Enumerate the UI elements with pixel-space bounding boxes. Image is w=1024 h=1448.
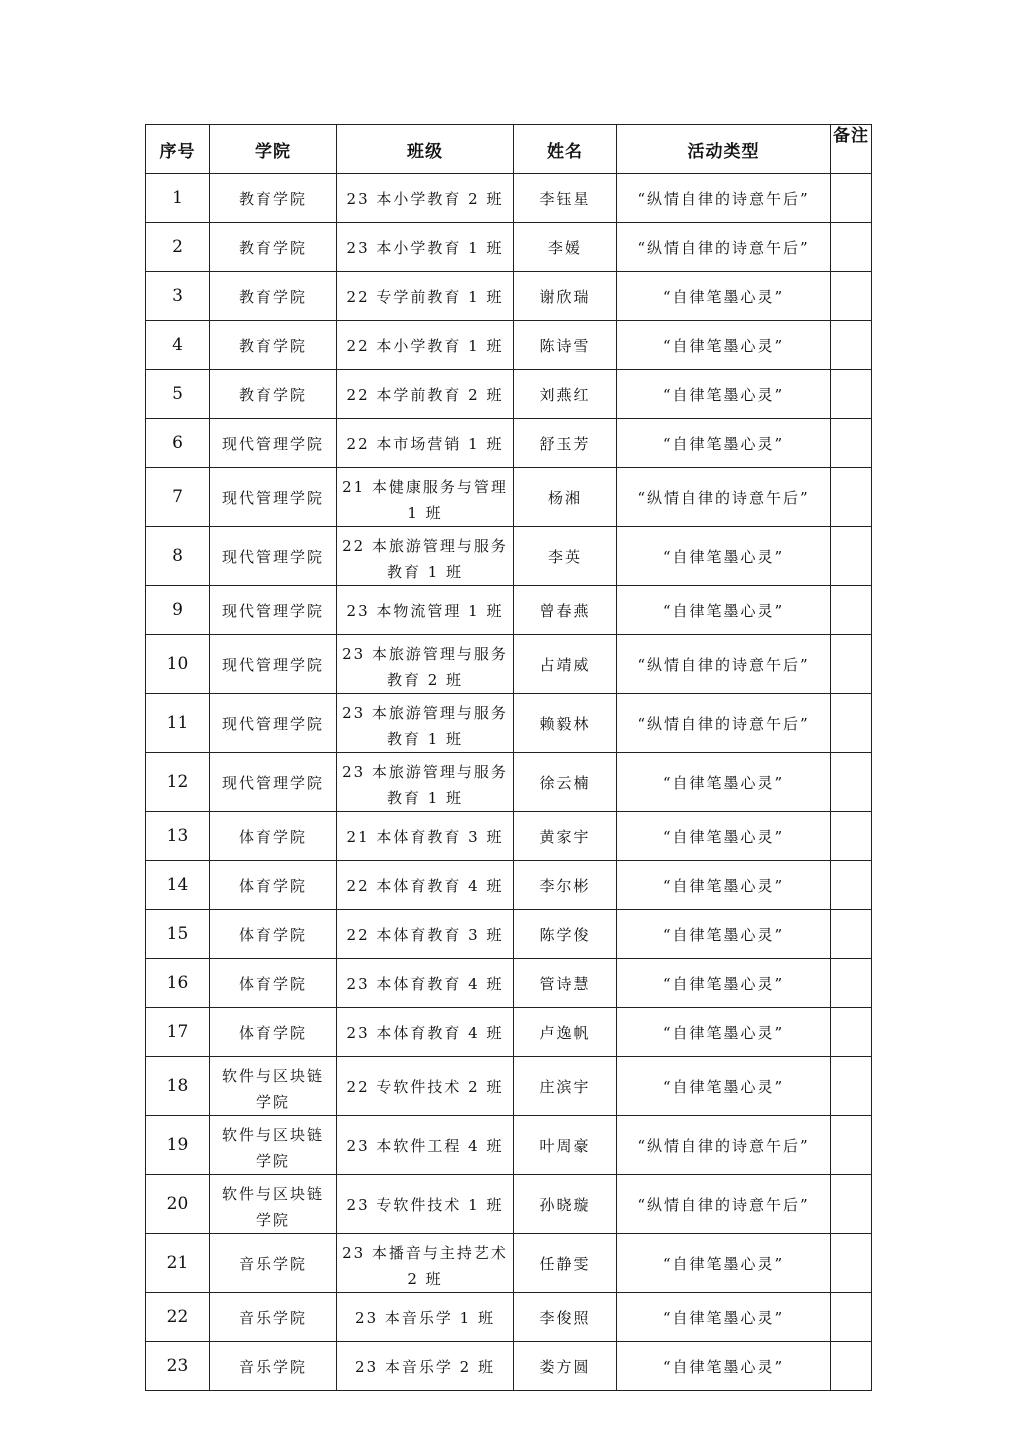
cell-seq: 1 — [146, 174, 210, 223]
cell-name: 舒玉芳 — [514, 419, 617, 468]
cell-class: 23 专软件技术 1 班 — [337, 1175, 514, 1234]
cell-seq: 10 — [146, 635, 210, 694]
cell-class: 23 本旅游管理与服务教育 1 班 — [337, 694, 514, 753]
cell-name: 孙晓璇 — [514, 1175, 617, 1234]
cell-college: 体育学院 — [210, 861, 337, 910]
cell-activity: “纵情自律的诗意午后” — [617, 694, 831, 753]
cell-name: 李俊照 — [514, 1293, 617, 1342]
cell-note — [831, 635, 872, 694]
cell-class: 22 本市场营销 1 班 — [337, 419, 514, 468]
cell-activity: “自律笔墨心灵” — [617, 419, 831, 468]
cell-name: 娄方圆 — [514, 1342, 617, 1391]
cell-college: 教育学院 — [210, 223, 337, 272]
cell-seq: 6 — [146, 419, 210, 468]
cell-seq: 19 — [146, 1116, 210, 1175]
cell-note — [831, 753, 872, 812]
cell-note — [831, 1234, 872, 1293]
cell-name: 曾春燕 — [514, 586, 617, 635]
cell-note — [831, 321, 872, 370]
table-row — [146, 468, 872, 527]
cell-name: 赖毅林 — [514, 694, 617, 753]
cell-activity: “纵情自律的诗意午后” — [617, 1116, 831, 1175]
cell-class: 22 专学前教育 1 班 — [337, 272, 514, 321]
cell-activity: “纵情自律的诗意午后” — [617, 1175, 831, 1234]
cell-activity: “自律笔墨心灵” — [617, 812, 831, 861]
table-row — [146, 753, 872, 812]
cell-seq: 12 — [146, 753, 210, 812]
cell-seq: 13 — [146, 812, 210, 861]
cell-class: 23 本体育教育 4 班 — [337, 1008, 514, 1057]
cell-college: 教育学院 — [210, 174, 337, 223]
table-row — [146, 694, 872, 753]
table-row — [146, 1342, 872, 1391]
cell-activity: “自律笔墨心灵” — [617, 1008, 831, 1057]
cell-college: 软件与区块链学院 — [210, 1057, 337, 1116]
cell-seq: 20 — [146, 1175, 210, 1234]
cell-class: 23 本软件工程 4 班 — [337, 1116, 514, 1175]
cell-note — [831, 370, 872, 419]
cell-name: 陈诗雪 — [514, 321, 617, 370]
cell-seq: 7 — [146, 468, 210, 527]
cell-seq: 16 — [146, 959, 210, 1008]
cell-class: 23 本体育教育 4 班 — [337, 959, 514, 1008]
cell-note — [831, 1116, 872, 1175]
cell-class: 22 本体育教育 3 班 — [337, 910, 514, 959]
cell-class: 22 本小学教育 1 班 — [337, 321, 514, 370]
cell-college: 现代管理学院 — [210, 527, 337, 586]
cell-activity: “自律笔墨心灵” — [617, 527, 831, 586]
cell-class: 23 本小学教育 2 班 — [337, 174, 514, 223]
cell-note — [831, 586, 872, 635]
cell-activity: “自律笔墨心灵” — [617, 910, 831, 959]
table-row — [146, 419, 872, 468]
cell-note — [831, 223, 872, 272]
table-row — [146, 1293, 872, 1342]
cell-class: 23 本音乐学 1 班 — [337, 1293, 514, 1342]
cell-name: 管诗慧 — [514, 959, 617, 1008]
cell-activity: “自律笔墨心灵” — [617, 1057, 831, 1116]
cell-class: 23 本音乐学 2 班 — [337, 1342, 514, 1391]
table-row — [146, 959, 872, 1008]
table-row — [146, 272, 872, 321]
cell-name: 庄滨宇 — [514, 1057, 617, 1116]
table-row — [146, 910, 872, 959]
table-row — [146, 1057, 872, 1116]
cell-college: 软件与区块链学院 — [210, 1116, 337, 1175]
cell-seq: 23 — [146, 1342, 210, 1391]
table-header — [146, 125, 872, 174]
cell-name: 李尔彬 — [514, 861, 617, 910]
participant-table — [145, 124, 872, 1391]
cell-class: 23 本小学教育 1 班 — [337, 223, 514, 272]
cell-college: 音乐学院 — [210, 1234, 337, 1293]
cell-college: 现代管理学院 — [210, 419, 337, 468]
cell-college: 教育学院 — [210, 272, 337, 321]
cell-name: 陈学俊 — [514, 910, 617, 959]
cell-activity: “自律笔墨心灵” — [617, 586, 831, 635]
cell-college: 音乐学院 — [210, 1293, 337, 1342]
table-row — [146, 635, 872, 694]
cell-college: 体育学院 — [210, 910, 337, 959]
cell-college: 现代管理学院 — [210, 468, 337, 527]
cell-class: 22 专软件技术 2 班 — [337, 1057, 514, 1116]
cell-activity: “纵情自律的诗意午后” — [617, 223, 831, 272]
cell-class: 22 本旅游管理与服务教育 1 班 — [337, 527, 514, 586]
cell-seq: 8 — [146, 527, 210, 586]
cell-note — [831, 527, 872, 586]
cell-seq: 5 — [146, 370, 210, 419]
cell-college: 教育学院 — [210, 321, 337, 370]
cell-college: 体育学院 — [210, 812, 337, 861]
cell-class: 23 本旅游管理与服务教育 1 班 — [337, 753, 514, 812]
cell-note — [831, 272, 872, 321]
cell-class: 23 本物流管理 1 班 — [337, 586, 514, 635]
header-note: 备注 — [831, 125, 872, 174]
cell-activity: “自律笔墨心灵” — [617, 272, 831, 321]
table-row — [146, 1008, 872, 1057]
cell-note — [831, 468, 872, 527]
cell-college: 现代管理学院 — [210, 586, 337, 635]
cell-college: 现代管理学院 — [210, 753, 337, 812]
cell-name: 李钰星 — [514, 174, 617, 223]
cell-note — [831, 694, 872, 753]
header-activity: 活动类型 — [617, 125, 831, 174]
cell-seq: 9 — [146, 586, 210, 635]
table-row — [146, 370, 872, 419]
header-seq: 序号 — [146, 125, 210, 174]
header-class: 班级 — [337, 125, 514, 174]
cell-note — [831, 1342, 872, 1391]
table-row — [146, 321, 872, 370]
cell-class: 22 本体育教育 4 班 — [337, 861, 514, 910]
cell-name: 徐云楠 — [514, 753, 617, 812]
cell-college: 体育学院 — [210, 959, 337, 1008]
cell-note — [831, 1008, 872, 1057]
cell-class: 22 本学前教育 2 班 — [337, 370, 514, 419]
cell-seq: 21 — [146, 1234, 210, 1293]
cell-seq: 22 — [146, 1293, 210, 1342]
cell-activity: “纵情自律的诗意午后” — [617, 468, 831, 527]
cell-activity: “自律笔墨心灵” — [617, 1342, 831, 1391]
cell-college: 现代管理学院 — [210, 694, 337, 753]
table-row — [146, 812, 872, 861]
cell-class: 21 本体育教育 3 班 — [337, 812, 514, 861]
cell-seq: 4 — [146, 321, 210, 370]
cell-name: 杨湘 — [514, 468, 617, 527]
cell-name: 李英 — [514, 527, 617, 586]
cell-activity: “自律笔墨心灵” — [617, 1234, 831, 1293]
table-row — [146, 586, 872, 635]
cell-college: 体育学院 — [210, 1008, 337, 1057]
cell-college: 教育学院 — [210, 370, 337, 419]
cell-name: 黄家宇 — [514, 812, 617, 861]
table-row — [146, 1234, 872, 1293]
cell-name: 李媛 — [514, 223, 617, 272]
cell-name: 占靖威 — [514, 635, 617, 694]
cell-seq: 2 — [146, 223, 210, 272]
cell-note — [831, 861, 872, 910]
cell-name: 叶周豪 — [514, 1116, 617, 1175]
cell-name: 卢逸帆 — [514, 1008, 617, 1057]
cell-seq: 14 — [146, 861, 210, 910]
table-row — [146, 1116, 872, 1175]
cell-class: 21 本健康服务与管理 1 班 — [337, 468, 514, 527]
cell-college: 音乐学院 — [210, 1342, 337, 1391]
cell-note — [831, 1057, 872, 1116]
table-row — [146, 527, 872, 586]
cell-activity: “自律笔墨心灵” — [617, 959, 831, 1008]
table-row — [146, 861, 872, 910]
header-name: 姓名 — [514, 125, 617, 174]
cell-activity: “自律笔墨心灵” — [617, 753, 831, 812]
cell-seq: 17 — [146, 1008, 210, 1057]
cell-activity: “自律笔墨心灵” — [617, 861, 831, 910]
cell-name: 谢欣瑞 — [514, 272, 617, 321]
cell-seq: 15 — [146, 910, 210, 959]
cell-name: 刘燕红 — [514, 370, 617, 419]
cell-note — [831, 959, 872, 1008]
cell-note — [831, 910, 872, 959]
cell-college: 软件与区块链学院 — [210, 1175, 337, 1234]
table-row — [146, 1175, 872, 1234]
cell-seq: 3 — [146, 272, 210, 321]
header-row — [146, 125, 872, 174]
cell-class: 23 本旅游管理与服务教育 2 班 — [337, 635, 514, 694]
cell-activity: “自律笔墨心灵” — [617, 1293, 831, 1342]
cell-note — [831, 1175, 872, 1234]
table-row — [146, 174, 872, 223]
header-college: 学院 — [210, 125, 337, 174]
table-body — [146, 174, 872, 1391]
cell-class: 23 本播音与主持艺术 2 班 — [337, 1234, 514, 1293]
cell-note — [831, 174, 872, 223]
cell-note — [831, 812, 872, 861]
cell-name: 任静雯 — [514, 1234, 617, 1293]
cell-note — [831, 1293, 872, 1342]
cell-activity: “自律笔墨心灵” — [617, 321, 831, 370]
cell-note — [831, 419, 872, 468]
cell-seq: 18 — [146, 1057, 210, 1116]
cell-activity: “自律笔墨心灵” — [617, 370, 831, 419]
table-row — [146, 223, 872, 272]
cell-college: 现代管理学院 — [210, 635, 337, 694]
cell-seq: 11 — [146, 694, 210, 753]
cell-activity: “纵情自律的诗意午后” — [617, 635, 831, 694]
cell-activity: “纵情自律的诗意午后” — [617, 174, 831, 223]
